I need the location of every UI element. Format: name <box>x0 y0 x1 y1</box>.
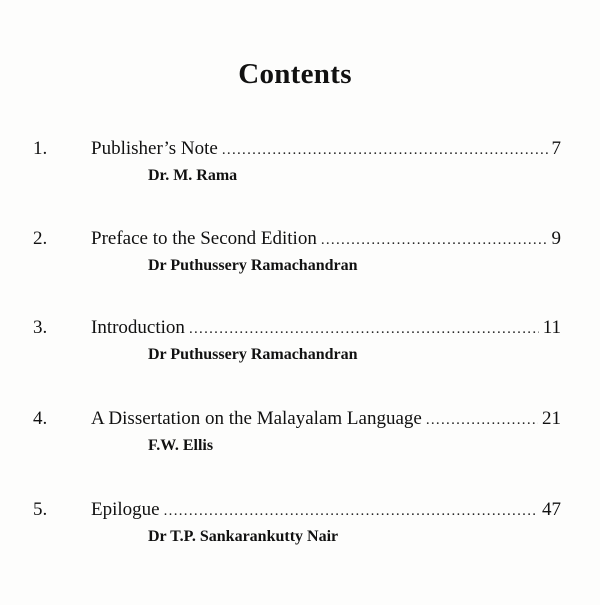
dot-leader <box>164 500 538 522</box>
entry-line <box>91 228 561 251</box>
entry-number: 3. <box>33 317 48 338</box>
dot-leader <box>222 139 548 161</box>
dot-leader <box>321 229 548 251</box>
entry-author: Dr Puthussery Ramachandran <box>148 257 358 274</box>
entry-author: Dr Puthussery Ramachandran <box>148 346 358 363</box>
entry-line <box>91 499 561 522</box>
entry-number: 4. <box>33 408 48 429</box>
page-title: Contents <box>238 58 352 90</box>
entry-title: Preface to the Second Edition <box>91 228 317 249</box>
entry-number: 1. <box>33 138 48 159</box>
entry-title: Epilogue <box>91 499 160 520</box>
entry-number: 2. <box>33 228 48 249</box>
toc-entry <box>0 228 600 288</box>
entry-line <box>91 317 561 340</box>
entry-author: F.W. Ellis <box>148 437 214 454</box>
dot-leader <box>189 318 539 340</box>
entry-title: A Dissertation on the Malayalam Language <box>91 408 422 429</box>
entry-page-number: 11 <box>542 317 561 338</box>
toc-entry <box>0 138 600 198</box>
entry-author: Dr. M. Rama <box>148 167 238 184</box>
entry-line <box>91 138 561 161</box>
toc-entry <box>0 499 600 559</box>
entry-page-number: 21 <box>542 408 561 429</box>
entry-page-number: 9 <box>551 228 561 249</box>
entry-title: Publisher’s Note <box>91 138 218 159</box>
dot-leader <box>426 409 538 431</box>
toc-entry <box>0 317 600 377</box>
entry-author: Dr T.P. Sankarankutty Nair <box>148 528 339 545</box>
entry-page-number: 7 <box>551 138 561 159</box>
toc-entry <box>0 408 600 468</box>
entry-title: Introduction <box>91 317 185 338</box>
entry-line <box>91 408 561 431</box>
entry-page-number: 47 <box>542 499 561 520</box>
entry-number: 5. <box>33 499 48 520</box>
